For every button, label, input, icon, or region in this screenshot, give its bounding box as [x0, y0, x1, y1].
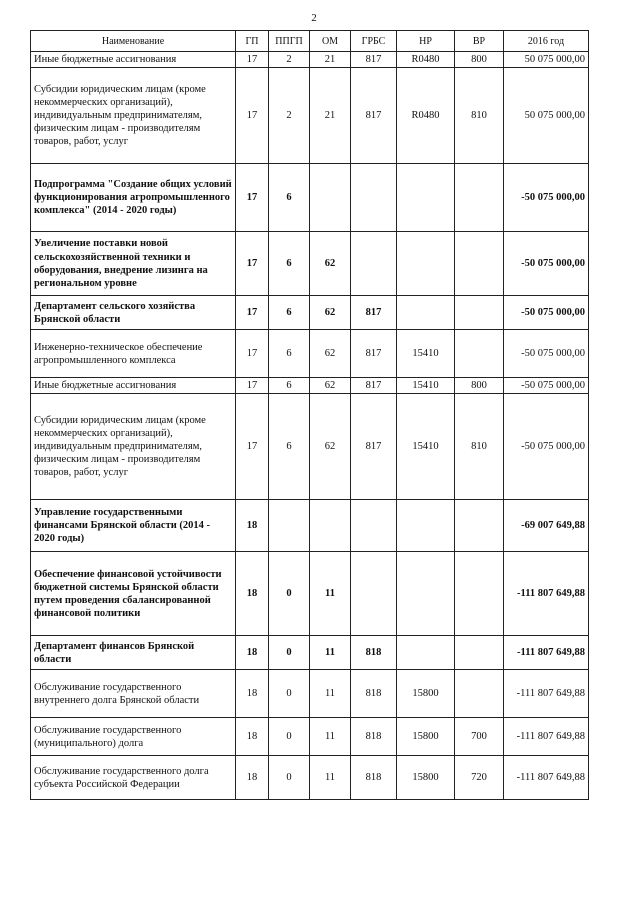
row-ppgp: 0 [269, 756, 310, 800]
row-name: Иные бюджетные ассигнования [31, 378, 236, 394]
row-gp: 17 [236, 232, 269, 296]
row-np [397, 232, 455, 296]
row-grbs: 818 [351, 756, 397, 800]
header-vr: ВР [455, 31, 504, 52]
row-grbs: 817 [351, 378, 397, 394]
row-vr: 700 [455, 718, 504, 756]
row-gp: 17 [236, 68, 269, 164]
row-ppgp: 0 [269, 552, 310, 636]
row-om: 62 [310, 232, 351, 296]
row-name: Обслуживание государственного (муниципального) долга [31, 718, 236, 756]
row-sum: 50 075 000,00 [504, 68, 589, 164]
row-gp: 17 [236, 52, 269, 68]
table-row [31, 670, 589, 718]
row-ppgp: 6 [269, 378, 310, 394]
row-gp: 18 [236, 670, 269, 718]
header-gp: ГП [236, 31, 269, 52]
table-row [31, 330, 589, 378]
row-np: 15410 [397, 378, 455, 394]
row-om: 11 [310, 670, 351, 718]
row-sum: -50 075 000,00 [504, 378, 589, 394]
table-row [31, 500, 589, 552]
row-gp: 18 [236, 500, 269, 552]
row-gp: 17 [236, 296, 269, 330]
row-grbs: 817 [351, 330, 397, 378]
table-row [31, 378, 589, 394]
table-row [31, 756, 589, 800]
row-sum: 50 075 000,00 [504, 52, 589, 68]
row-ppgp: 2 [269, 52, 310, 68]
row-sum: -111 807 649,88 [504, 552, 589, 636]
row-om: 62 [310, 394, 351, 500]
row-om: 11 [310, 718, 351, 756]
row-sum: -111 807 649,88 [504, 636, 589, 670]
row-grbs: 818 [351, 636, 397, 670]
row-np: 15800 [397, 718, 455, 756]
header-ppgp: ППГП [269, 31, 310, 52]
table-row [31, 164, 589, 232]
row-np [397, 552, 455, 636]
row-vr [455, 330, 504, 378]
row-om: 21 [310, 68, 351, 164]
row-sum: -111 807 649,88 [504, 756, 589, 800]
row-om: 62 [310, 296, 351, 330]
row-vr: 810 [455, 68, 504, 164]
row-np [397, 296, 455, 330]
row-ppgp: 0 [269, 670, 310, 718]
row-np: 15410 [397, 394, 455, 500]
row-name: Субсидии юридическим лицам (кроме некоммерческих организаций), индивидуальным предпринимателям, физическим лицам - производителям товаров, работ, услуг [31, 68, 236, 164]
row-gp: 18 [236, 552, 269, 636]
row-vr [455, 636, 504, 670]
row-sum: -111 807 649,88 [504, 718, 589, 756]
row-vr: 800 [455, 378, 504, 394]
row-vr: 810 [455, 394, 504, 500]
row-grbs: 817 [351, 52, 397, 68]
row-name: Подпрограмма "Создание общих условий функционирования агропромышленного комплекса" (2014 - 2020 годы) [31, 164, 236, 232]
row-sum: -50 075 000,00 [504, 232, 589, 296]
row-vr [455, 670, 504, 718]
table-row [31, 52, 589, 68]
row-np: 15800 [397, 670, 455, 718]
row-np [397, 500, 455, 552]
row-np: R0480 [397, 52, 455, 68]
row-vr: 800 [455, 52, 504, 68]
table-row [31, 296, 589, 330]
row-grbs [351, 232, 397, 296]
row-name: Увеличение поставки новой сельскохозяйственной техники и оборудования, внедрение лизинга на региональном уровне [31, 232, 236, 296]
row-gp: 17 [236, 394, 269, 500]
row-vr [455, 232, 504, 296]
row-sum: -50 075 000,00 [504, 164, 589, 232]
table-row [31, 232, 589, 296]
row-name: Управление государственными финансами Брянской области (2014 - 2020 годы) [31, 500, 236, 552]
row-ppgp: 2 [269, 68, 310, 164]
row-ppgp: 6 [269, 164, 310, 232]
row-om: 11 [310, 756, 351, 800]
row-om [310, 500, 351, 552]
row-ppgp [269, 500, 310, 552]
row-name: Субсидии юридическим лицам (кроме некоммерческих организаций), индивидуальным предпринимателям, физическим лицам - производителям товаров, работ, услуг [31, 394, 236, 500]
row-vr: 720 [455, 756, 504, 800]
table-row [31, 636, 589, 670]
row-om: 62 [310, 330, 351, 378]
table-row [31, 718, 589, 756]
row-name: Департамент финансов Брянской области [31, 636, 236, 670]
row-name: Обеспечение финансовой устойчивости бюджетной системы Брянской области путем проведения сбалансированной финансовой политики [31, 552, 236, 636]
row-om [310, 164, 351, 232]
row-sum: -69 007 649,88 [504, 500, 589, 552]
table-row [31, 552, 589, 636]
row-name: Обслуживание государственного долга субъекта Российской Федерации [31, 756, 236, 800]
header-om: ОМ [310, 31, 351, 52]
row-name: Иные бюджетные ассигнования [31, 52, 236, 68]
row-np [397, 164, 455, 232]
table-row [31, 394, 589, 500]
row-grbs: 818 [351, 718, 397, 756]
row-np: R0480 [397, 68, 455, 164]
row-om: 11 [310, 552, 351, 636]
row-sum: -50 075 000,00 [504, 330, 589, 378]
row-ppgp: 0 [269, 718, 310, 756]
table-row [31, 68, 589, 164]
row-vr [455, 500, 504, 552]
row-om: 62 [310, 378, 351, 394]
row-grbs: 817 [351, 296, 397, 330]
row-ppgp: 6 [269, 296, 310, 330]
header-name: Наименование [31, 31, 236, 52]
table-header-row [31, 31, 589, 52]
row-grbs: 817 [351, 394, 397, 500]
page-number: 2 [311, 12, 317, 24]
row-np: 15410 [397, 330, 455, 378]
row-gp: 17 [236, 378, 269, 394]
header-np: НР [397, 31, 455, 52]
row-grbs [351, 500, 397, 552]
row-sum: -50 075 000,00 [504, 394, 589, 500]
row-grbs [351, 552, 397, 636]
row-grbs: 818 [351, 670, 397, 718]
row-np [397, 636, 455, 670]
budget-table [30, 30, 589, 800]
row-name: Департамент сельского хозяйства Брянской области [31, 296, 236, 330]
header-year: 2016 год [504, 31, 589, 52]
row-vr [455, 552, 504, 636]
row-gp: 18 [236, 718, 269, 756]
header-grbs: ГРБС [351, 31, 397, 52]
row-gp: 17 [236, 330, 269, 378]
row-np: 15800 [397, 756, 455, 800]
row-gp: 17 [236, 164, 269, 232]
row-om: 11 [310, 636, 351, 670]
row-ppgp: 6 [269, 394, 310, 500]
row-om: 21 [310, 52, 351, 68]
row-sum: -111 807 649,88 [504, 670, 589, 718]
row-vr [455, 164, 504, 232]
row-ppgp: 6 [269, 330, 310, 378]
row-vr [455, 296, 504, 330]
row-ppgp: 0 [269, 636, 310, 670]
row-sum: -50 075 000,00 [504, 296, 589, 330]
row-grbs [351, 164, 397, 232]
row-ppgp: 6 [269, 232, 310, 296]
row-gp: 18 [236, 756, 269, 800]
row-name: Обслуживание государственного внутреннего долга Брянской области [31, 670, 236, 718]
row-name: Инженерно-техническое обеспечение агропромышленного комплекса [31, 330, 236, 378]
row-grbs: 817 [351, 68, 397, 164]
row-gp: 18 [236, 636, 269, 670]
